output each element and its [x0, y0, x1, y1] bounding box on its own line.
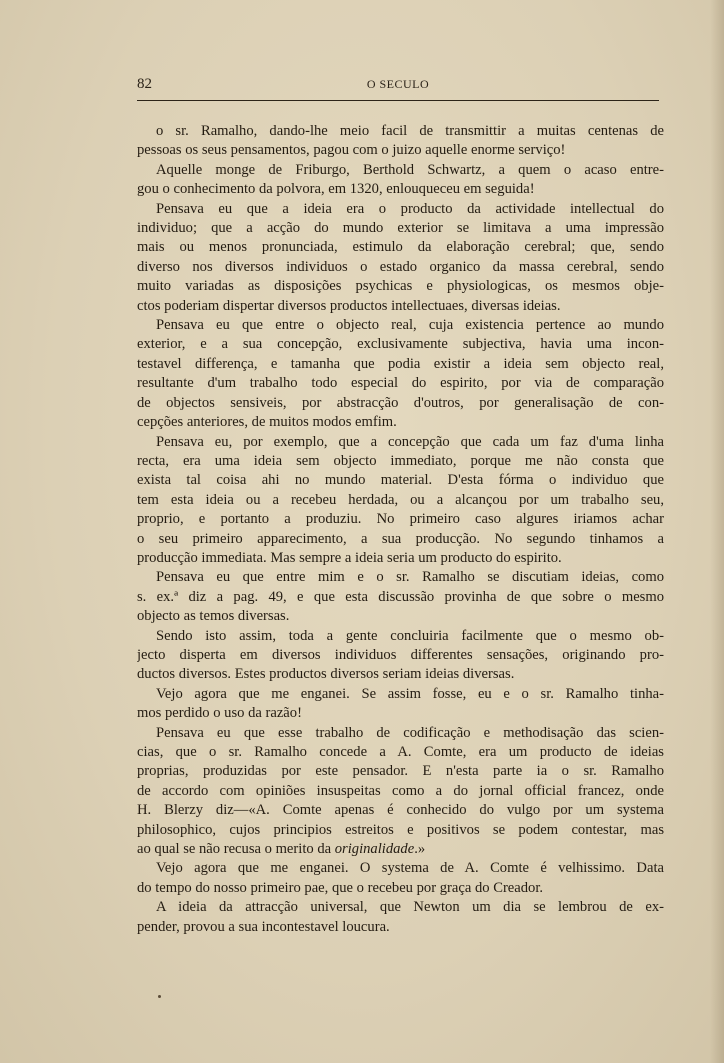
text-line: jecto disperta em diversos individuos differentes sensações, originando pro-	[137, 646, 664, 663]
text-line: Pensava eu que entre mim e o sr. Ramalho se discutiam ideias, como	[156, 569, 664, 586]
paragraph	[137, 200, 664, 316]
text-line: Pensava eu, por exemplo, que a concepção que cada um faz d'uma linha	[156, 433, 664, 450]
text-line: H. Blerzy diz—«A. Comte apenas é conhecido do vulgo por um systema	[137, 802, 664, 819]
paragraph	[137, 898, 664, 937]
text-line: exista tal coisa ahi no mundo material. D'esta fórma o individuo que	[137, 472, 664, 489]
text-line: exterior, e a sua concepção, exclusivamente subjectiva, havia uma incon-	[137, 336, 664, 353]
text-line: ao qual se não recusa o merito da originalidade.»	[137, 841, 426, 858]
text-line: philosophico, cujos principios estreitos e positivos se podem contestar, mas	[137, 821, 664, 838]
text-line: recta, era uma ideia sem objecto immediato, porque me não consta que	[137, 452, 664, 469]
text-line: Sendo isto assim, toda a gente concluiria facilmente que o mesmo ob-	[156, 627, 664, 644]
page-header	[137, 74, 659, 101]
paragraph	[137, 724, 664, 860]
text-line: proprias, produzidas por este pensador. E n'esta parte ia o sr. Ramalho	[137, 763, 664, 780]
text-line: producção immediata. Mas sempre a ideia seria um producto do espirito.	[137, 549, 562, 566]
page-edge-shadow	[710, 0, 724, 1063]
text-line: testavel differença, e tamanha que podia existir a ideia sem objecto real,	[137, 355, 664, 372]
text-line: diverso nos diversos individuos o estado organico da massa cerebral, sendo	[137, 258, 664, 275]
page-number: 82	[137, 76, 152, 92]
text-line: Aquelle monge de Friburgo, Berthold Schwartz, a quem o acaso entre-	[156, 161, 664, 178]
text-line: Pensava eu que esse trabalho de codificação e methodisação das scien-	[156, 724, 664, 741]
text-line: s. ex.ª diz a pag. 49, e que esta discussão provinha de que sobre o mesmo	[137, 588, 664, 605]
text-line: proprio, e portanto a produziu. No primeiro caso algures iriamos achar	[137, 511, 664, 528]
text-line: mais ou menos pronunciada, estimulo da elaboração cerebral; que, sendo	[137, 239, 664, 256]
text-line: pessoas os seus pensamentos, pagou com o juizo aquelle enorme serviço!	[137, 142, 566, 159]
paragraph	[137, 685, 664, 724]
text-line: do tempo do nosso primeiro pae, que o recebeu por graça do Creador.	[137, 879, 544, 896]
text-line: o seu primeiro apparecimento, a sua producção. No segundo tinhamos a	[137, 530, 664, 547]
body-text	[137, 122, 664, 937]
text-line: pender, provou a sua incontestavel loucura.	[137, 918, 390, 935]
text-line: objecto as temos diversas.	[137, 608, 290, 625]
text-line: mos perdido o uso da razão!	[137, 705, 302, 722]
paragraph	[137, 122, 664, 161]
text-line: Pensava eu que a ideia era o producto da actividade intellectual do	[156, 200, 664, 217]
text-line: A ideia da attracção universal, que Newton um dia se lembrou de ex-	[156, 899, 664, 916]
text-line: ductos diversos. Estes productos diversos seriam ideias diversas.	[137, 666, 515, 683]
text-line: Vejo agora que me enganei. Se assim fosse, eu e o sr. Ramalho tinha-	[156, 685, 664, 702]
paragraph	[137, 161, 664, 200]
paragraph	[137, 316, 664, 432]
text-line: cepções anteriores, de muitos modos emfim.	[137, 414, 397, 431]
text-line: o sr. Ramalho, dando-lhe meio facil de transmittir a muitas centenas de	[156, 123, 664, 139]
text-line: cias, que o sr. Ramalho concede a A. Comte, era um producto de ideias	[137, 744, 664, 760]
text-line: tem esta ideia ou a recebeu herdada, ou a alcançou por um trabalho seu,	[137, 491, 664, 508]
running-title: O SECULO	[366, 77, 430, 91]
text-line: Vejo agora que me enganei. O systema de A. Comte é velhissimo. Data	[156, 860, 664, 877]
text-line: de objectos sensiveis, por abstracção d'outros, por generalisação de con-	[137, 394, 664, 411]
ink-speck	[158, 995, 161, 998]
text-line: individuo; que a acção do mundo exterior se limitava a uma impressão	[137, 220, 664, 237]
paragraph	[137, 627, 664, 685]
text-line: ctos poderiam dispertar diversos productos intellectuaes, diversas ideias.	[137, 297, 561, 314]
text-line: gou o conhecimento da polvora, em 1320, enlouqueceu em seguida!	[137, 181, 535, 198]
text-line: resultante d'um trabalho todo especial do espirito, por via de comparação	[137, 375, 664, 392]
paragraph	[137, 568, 664, 626]
text-line: Pensava eu que entre o objecto real, cuja existencia pertence ao mundo	[156, 317, 664, 334]
paragraph	[137, 859, 664, 898]
paragraph	[137, 433, 664, 569]
text-line: muito variadas as disposições psychicas e physiologicas, os mesmos obje-	[137, 278, 664, 295]
emphasized-word: originalidade	[334, 841, 415, 858]
text-line: de accordo com opiniões insuspeitas como a do jornal official francez, onde	[137, 782, 664, 799]
